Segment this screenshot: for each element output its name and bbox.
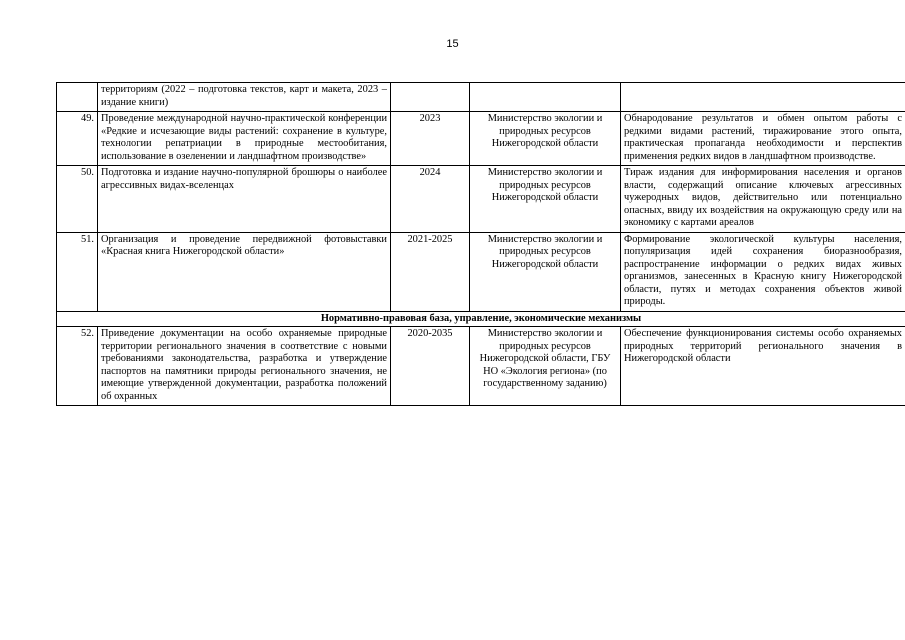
row-executor (470, 83, 621, 112)
row-result: Тираж издания для информирования населения и органов власти, содержащий описание ключевых агрессивных чужеродных видов, действительно или потенциально опасных, ввиду их воздействия на окружающую среду или на экономику с картами ареалов (621, 166, 905, 233)
row-description: Организация и проведение передвижной фотовыставки «Красная книга Нижегородской области» (98, 232, 391, 311)
page-number: 15 (446, 38, 459, 50)
row-years: 2020-2035 (391, 327, 470, 406)
row-description: Подготовка и издание научно-популярной брошюры о наиболее агрессивных видах-вселенцах (98, 166, 391, 233)
row-number: 52. (57, 327, 98, 406)
row-executor: Министерство экологии и природных ресурсов Нижегородской области (470, 232, 621, 311)
row-executor: Министерство экологии и природных ресурсов Нижегородской области (470, 166, 621, 233)
table-row (57, 112, 905, 166)
row-executor: Министерство экологии и природных ресурсов Нижегородской области (470, 112, 621, 166)
row-number: 50. (57, 166, 98, 233)
row-result: Обнародование результатов и обмен опытом работы с редкими видами растений, тиражирование этого опыта, практическая пропаганда необходимости и перспектив применения редких видов в ландшафтном производстве. (621, 112, 905, 166)
table-row (57, 327, 905, 406)
table-row (57, 166, 905, 233)
table-row (57, 83, 905, 112)
row-result: Обеспечение функционирования системы особо охраняемых природных территорий регионального значения в Нижегородской области (621, 327, 905, 406)
table-row (57, 232, 905, 311)
row-number: 49. (57, 112, 98, 166)
row-years (391, 83, 470, 112)
row-result: Формирование экологической культуры населения, популяризация идей сохранения биоразнообразия, распространение информации о редких видах живых организмов, занесенных в Красную книгу Нижегородской области, путях и методах сохранения объектов живой природы. (621, 232, 905, 311)
row-years: 2023 (391, 112, 470, 166)
row-executor: Министерство экологии и природных ресурсов Нижегородской области, ГБУ НО «Экология региона» (по государственному заданию) (470, 327, 621, 406)
row-description: Приведение документации на особо охраняемые природные территории регионального значения в соответствие с новыми требованиями законодательства, разработка и утверждение паспортов на памятники природы регионального значения, не имеющие утвержденной документации, разработка положений об охранных (98, 327, 391, 406)
action-plan-table (56, 82, 905, 406)
row-number (57, 83, 98, 112)
row-result (621, 83, 905, 112)
row-description: территориям (2022 – подготовка текстов, карт и макета, 2023 – издание книги) (98, 83, 391, 112)
row-years: 2024 (391, 166, 470, 233)
section-heading-row (57, 311, 905, 327)
row-number: 51. (57, 232, 98, 311)
section-heading: Нормативно-правовая база, управление, экономические механизмы (57, 311, 905, 327)
row-description: Проведение международной научно-практической конференции «Редкие и исчезающие виды растений: сохранение в культуре, технологии репатриации в природные местообитания, использование в озеленении и ландшафтном производстве» (98, 112, 391, 166)
row-years: 2021-2025 (391, 232, 470, 311)
